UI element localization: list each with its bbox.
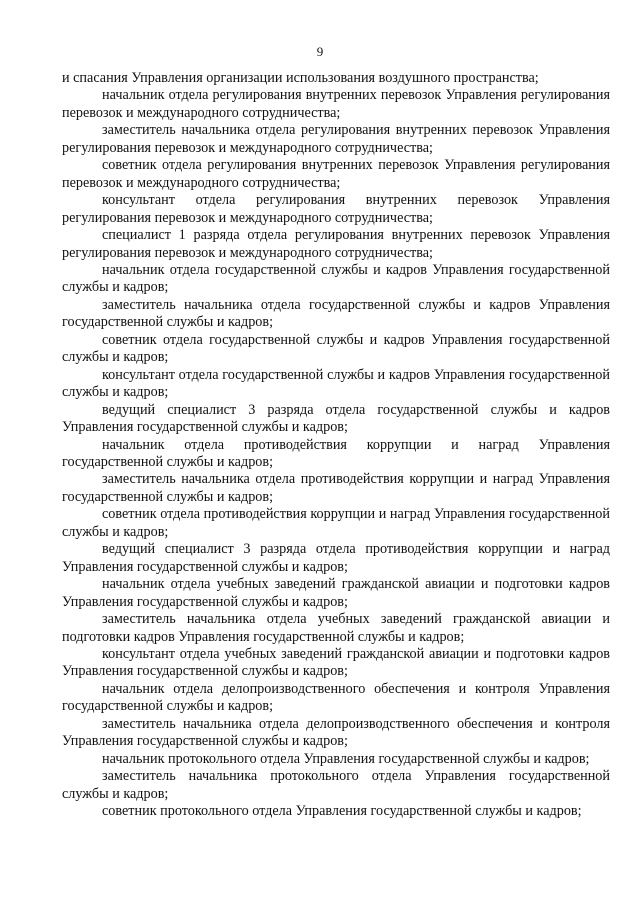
paragraph: консультант отдела государственной службы и кадров Управления государственной службы и кадров;	[62, 366, 610, 401]
paragraph: советник отдела противодействия коррупции и наград Управления государственной службы и кадров;	[62, 506, 610, 540]
paragraph: заместитель начальника отдела государственной службы и кадров Управления государственной службы и кадров;	[62, 296, 610, 331]
paragraph: заместитель начальника отдела противодействия коррупции и наград Управления государственной службы и кадров;	[62, 471, 610, 505]
paragraph: начальник отдела учебных заведений гражданской авиации и подготовки кадров Управления государственной службы и кадров;	[62, 576, 610, 610]
document-body	[62, 70, 610, 820]
paragraph: консультант отдела регулирования внутренних перевозок Управления регулирования перевозок и международного сотрудничества;	[62, 192, 610, 226]
paragraph: заместитель начальника отдела учебных заведений гражданской авиации и подготовки кадров Управления государственной службы и кадров;	[62, 611, 610, 645]
paragraph: и спасания Управления организации использования воздушного пространства;	[62, 70, 539, 86]
paragraph: советник протокольного отдела Управления государственной службы и кадров;	[102, 803, 582, 820]
paragraph: начальник отдела государственной службы и кадров Управления государственной службы и кадров;	[62, 261, 610, 296]
paragraph: начальник отдела противодействия коррупции и наград Управления государственной службы и кадров;	[62, 436, 610, 470]
paragraph: начальник отдела делопроизводственного обеспечения и контроля Управления государственной службы и кадров;	[62, 680, 610, 715]
paragraph: специалист 1 разряда отдела регулирования внутренних перевозок Управления регулирования перевозок и международного сотрудничества;	[62, 227, 610, 261]
paragraph: начальник отдела регулирования внутренних перевозок Управления регулирования перевозок и международного сотрудничества;	[62, 87, 610, 121]
paragraph: ведущий специалист 3 разряда отдела государственной службы и кадров Управления государственной службы и кадров;	[62, 401, 610, 436]
paragraph: консультант отдела учебных заведений гражданской авиации и подготовки кадров Управления государственной службы и кадров;	[62, 645, 610, 680]
paragraph: заместитель начальника протокольного отдела Управления государственной службы и кадров;	[62, 768, 610, 802]
paragraph: советник отдела регулирования внутренних перевозок Управления регулирования перевозок и международного сотрудничества;	[62, 157, 610, 191]
paragraph: советник отдела государственной службы и кадров Управления государственной службы и кадров;	[62, 331, 610, 366]
paragraph: заместитель начальника отдела делопроизводственного обеспечения и контроля Управления государственной службы и кадров;	[62, 715, 610, 750]
paragraph: заместитель начальника отдела регулирования внутренних перевозок Управления регулирования перевозок и международного сотрудничества;	[62, 122, 610, 156]
paragraph: ведущий специалист 3 разряда отдела противодействия коррупции и наград Управления государственной службы и кадров;	[62, 541, 610, 575]
page-number: 9	[316, 44, 324, 59]
paragraph: начальник протокольного отдела Управления государственной службы и кадров;	[102, 750, 590, 767]
